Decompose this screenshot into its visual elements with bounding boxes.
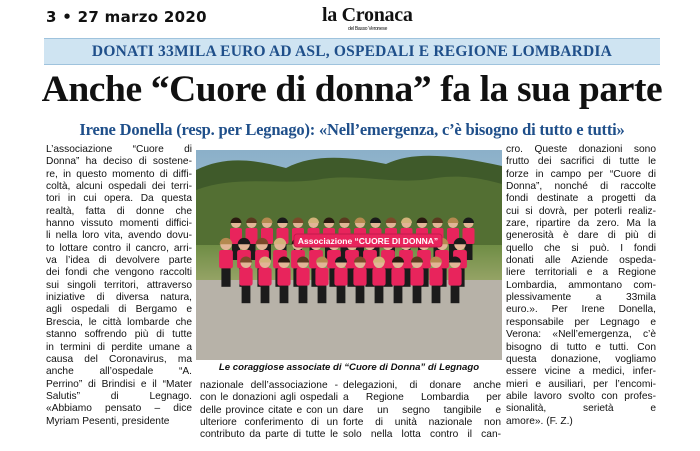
text-line: va l’idea di devolvere parte — [46, 255, 192, 267]
text-line: con le donazioni agli ospedali — [200, 392, 338, 404]
text-line: delle province citate e con un — [200, 404, 338, 416]
text-line: in termini di perdite umane a — [46, 341, 192, 353]
article-headline: Anche “Cuore di donna” fa la sua parte — [41, 69, 663, 110]
text-line: fondi destinate a progetti da — [506, 193, 656, 205]
text-line: forze in campo per “Cuore di — [506, 168, 656, 180]
text-line: bisogno di tutto e tutti. Con — [506, 341, 656, 353]
text-column-5 — [506, 144, 656, 428]
text-line: questa donazione, vogliamo — [506, 353, 656, 365]
text-line: anche all’ospedale “A. — [46, 366, 192, 378]
text-line: sui singoli territori, attraverso — [46, 279, 192, 291]
text-line: Perrino” di Brindisi e il “Mater — [46, 378, 192, 390]
text-line: agli ospedali di Bergamo e — [46, 304, 192, 316]
text-line: li nella loro vita, avendo dovu- — [46, 230, 192, 242]
text-line: zare, ripartire da zero. Ma la — [506, 218, 656, 230]
text-line: re, in questo momento di diffi- — [46, 168, 192, 180]
text-line: ulteriore conferimento di un — [200, 417, 338, 429]
text-line: frutto dei sacrifici di tutte le — [506, 156, 656, 168]
text-line: mieri e ausiliari, per l’encomi- — [506, 378, 656, 390]
text-line: liere territoriali e a Regione — [506, 267, 656, 279]
text-line: causa del Coronavirus, ma — [46, 353, 192, 365]
photo-caption: Le coraggiose associate di “Cuore di Donna” di Legnago — [218, 362, 480, 373]
text-line: cui si dovrà, per poterli realiz- — [506, 205, 656, 217]
text-line: tori in cui opera. Da questa — [46, 193, 192, 205]
text-line: a Regione Lombardia per — [343, 392, 501, 404]
text-line: dare un segno tangibile e — [343, 404, 501, 416]
kicker-text: DONATI 33MILA EURO AD ASL, OSPEDALI E REGIONE LOMBARDIA — [91, 43, 613, 60]
group-photo-image — [196, 150, 502, 360]
article-subheadline: Irene Donella (resp. per Legnago): «Nell’emergenza, c’è bisogno di tutto e tutti» — [79, 120, 625, 139]
text-line: Lombardia, ammontano com- — [506, 279, 656, 291]
text-line: stanno soffrendo più di tutte — [46, 329, 192, 341]
text-line: solo nella lotta contro il can- — [343, 429, 501, 441]
text-column-3 — [200, 380, 338, 442]
text-line: forte di unità nazionale non — [343, 417, 501, 429]
text-line: Verona: «Nell’emergenza, c’è — [506, 329, 656, 341]
text-line: amore». (F. Z.) — [506, 415, 573, 427]
text-line: cro. Queste donazioni sono — [506, 144, 656, 155]
text-line: plessivamente a 33mila — [506, 292, 656, 304]
text-line: coltà, alcuni ospedali dei terri- — [46, 181, 192, 193]
text-line: L’associazione “Cuore di — [46, 144, 192, 155]
text-column-4 — [343, 380, 501, 442]
logo-subtitle: del Basso Veronese — [348, 26, 388, 32]
text-line: responsabile per Legnago e — [506, 316, 656, 328]
page-header — [0, 0, 700, 38]
text-line: iniziative di diversa natura, — [46, 292, 192, 304]
text-line: dei fondi che vengono raccolti — [46, 267, 192, 279]
text-column-1 — [46, 144, 192, 428]
text-line: Brescia, le città lombarde che — [46, 316, 192, 328]
logo-text: la Cronaca — [322, 4, 413, 26]
text-line: quello che si può. I fondi — [506, 242, 656, 254]
group-photo — [196, 150, 502, 360]
text-line: nazionale dell’associazione - — [200, 380, 338, 391]
text-line: contributo da parte di tutte le — [200, 429, 338, 441]
photo-banner-text: Associazione “CUORE DI DONNA” — [297, 236, 439, 246]
text-line: «Abbiamo pensato – dice — [46, 403, 192, 415]
text-line: euro.». Per Irene Donella, — [506, 304, 656, 316]
text-line: abile lavoro svolto con profes- — [506, 390, 656, 402]
text-line: generosità è dare di più di — [506, 230, 656, 242]
text-line: realtà, fatta di donne che — [46, 205, 192, 217]
kicker-banner — [44, 38, 660, 65]
text-line: hanno vissuto momenti diffici- — [46, 218, 192, 230]
text-line: sionalità, serietà e — [506, 403, 656, 415]
text-line: Donna”, nonché di raccolte — [506, 181, 656, 193]
text-line: essere vicine a medici, infer- — [506, 366, 656, 378]
page-date: 3 • 27 marzo 2020 — [46, 8, 207, 26]
text-line: Donna” ha deciso di sostene- — [46, 156, 192, 168]
text-line: Myriam Pesenti, presidente — [46, 415, 170, 427]
text-line: delegazioni, di donare anche — [343, 380, 501, 391]
text-line: Salutis” di Legnago. — [46, 390, 192, 402]
text-line: to lottare contro il cancro, arri- — [46, 242, 192, 254]
newspaper-logo — [322, 4, 413, 32]
text-line: donati alle Aziende ospeda- — [506, 255, 656, 267]
